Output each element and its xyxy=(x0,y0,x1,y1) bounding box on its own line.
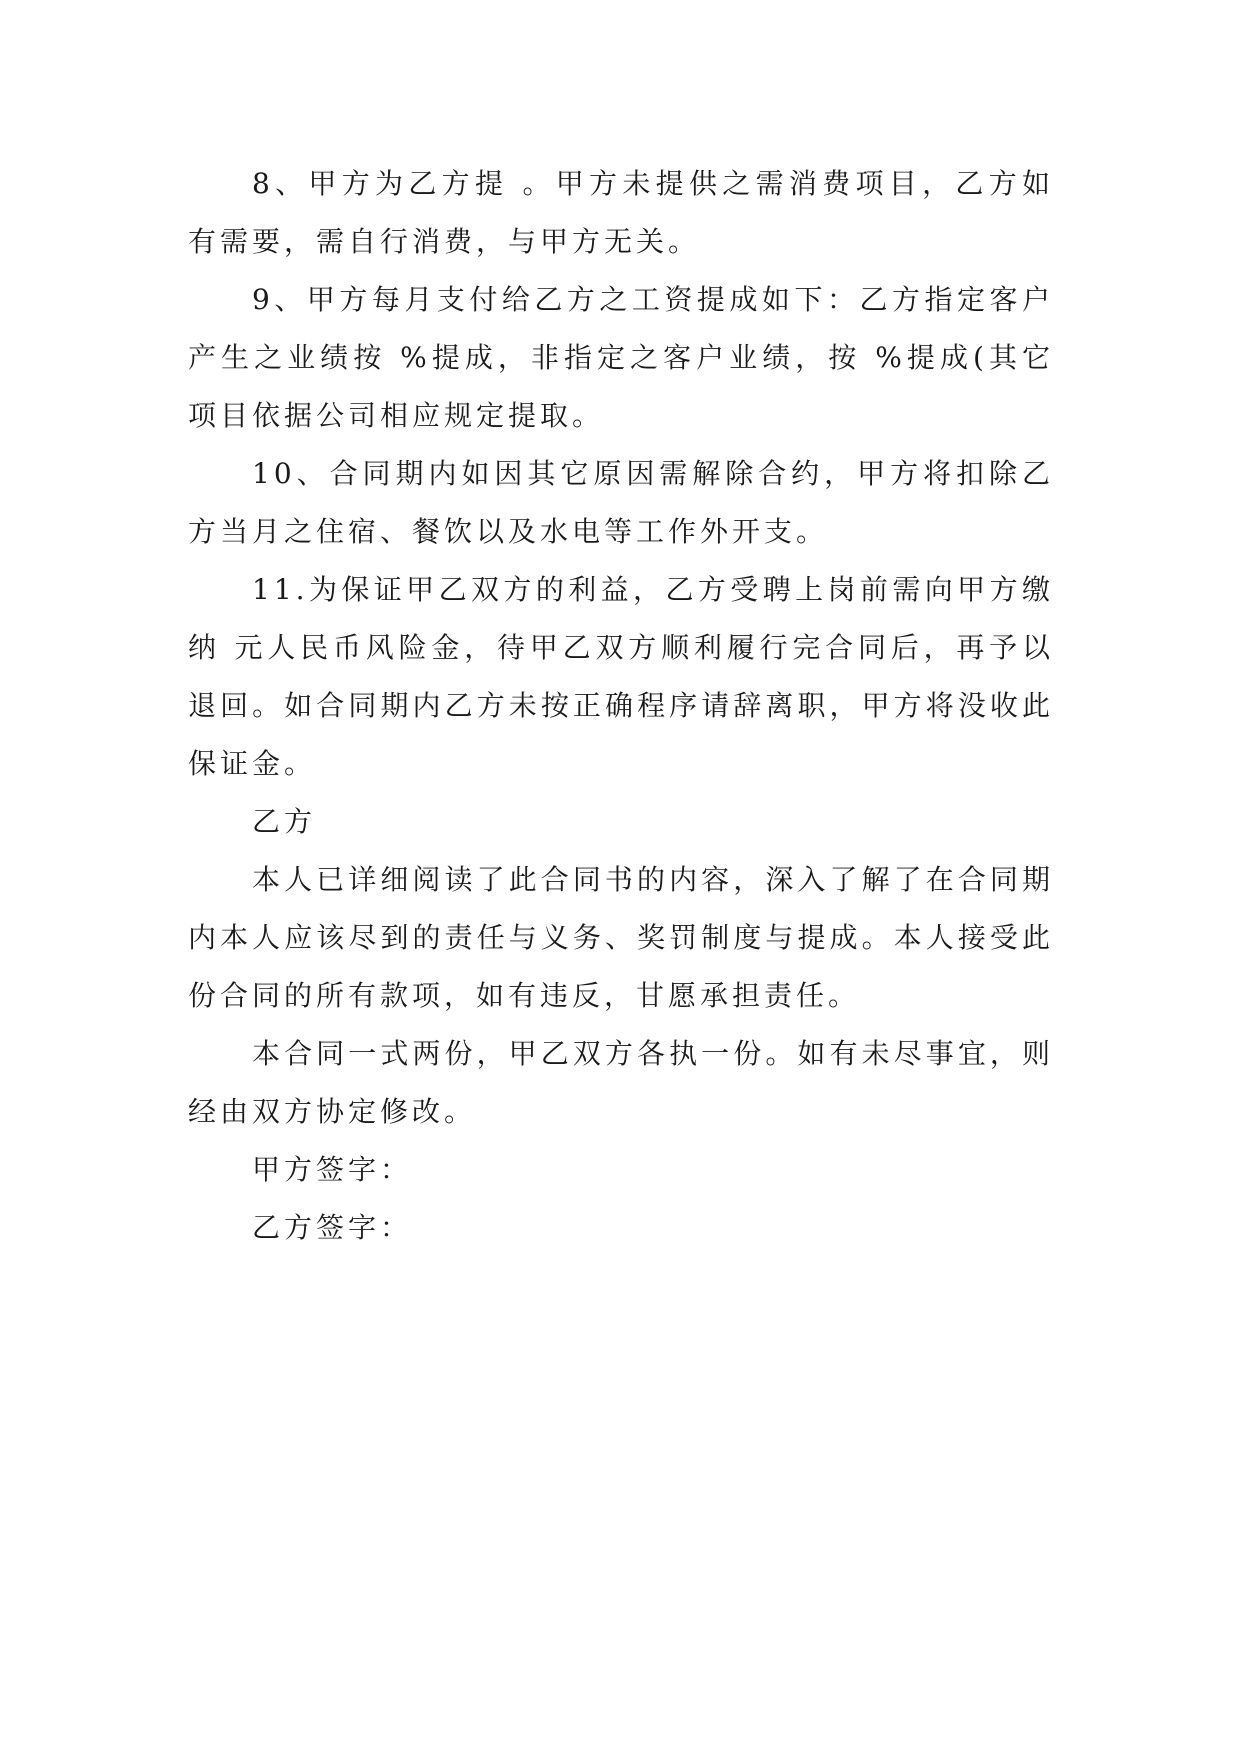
party-b-heading: 乙方 xyxy=(252,805,317,838)
party-b-acknowledgement: 本人已详细阅读了此合同书的内容，深入了解了在合同期内本人应该尽到的责任与义务、奖罚制度与提成。本人接受此份合同的所有款项，如有违反，甘愿承担责任。 xyxy=(188,863,1054,1012)
clause-8: 8、甲方为乙方提 。甲方未提供之需消费项目，乙方如有需要，需自行消费，与甲方无关。 xyxy=(188,167,1054,258)
clause-11: 11.为保证甲乙双方的利益，乙方受聘上岗前需向甲方缴纳 元人民币风险金，待甲乙双方顺利履行完合同后，再予以退回。如合同期内乙方未按正确程序请辞离职，甲方将没收此保证金。 xyxy=(188,573,1054,780)
clause-9: 9、甲方每月支付给乙方之工资提成如下：乙方指定客户产生之业绩按 %提成，非指定之客户业绩，按 %提成(其它项目依据公司相应规定提取。 xyxy=(188,283,1054,432)
party-b-signature-label: 乙方签字： xyxy=(252,1211,413,1244)
copies-clause: 本合同一式两份，甲乙双方各执一份。如有未尽事宜，则经由双方协定修改。 xyxy=(188,1037,1054,1128)
clause-10: 10、合同期内如因其它原因需解除合约，甲方将扣除乙方当月之住宿、餐饮以及水电等工作外开支。 xyxy=(188,457,1054,548)
document-body xyxy=(188,155,1054,1257)
party-a-signature-label: 甲方签字： xyxy=(252,1153,413,1186)
